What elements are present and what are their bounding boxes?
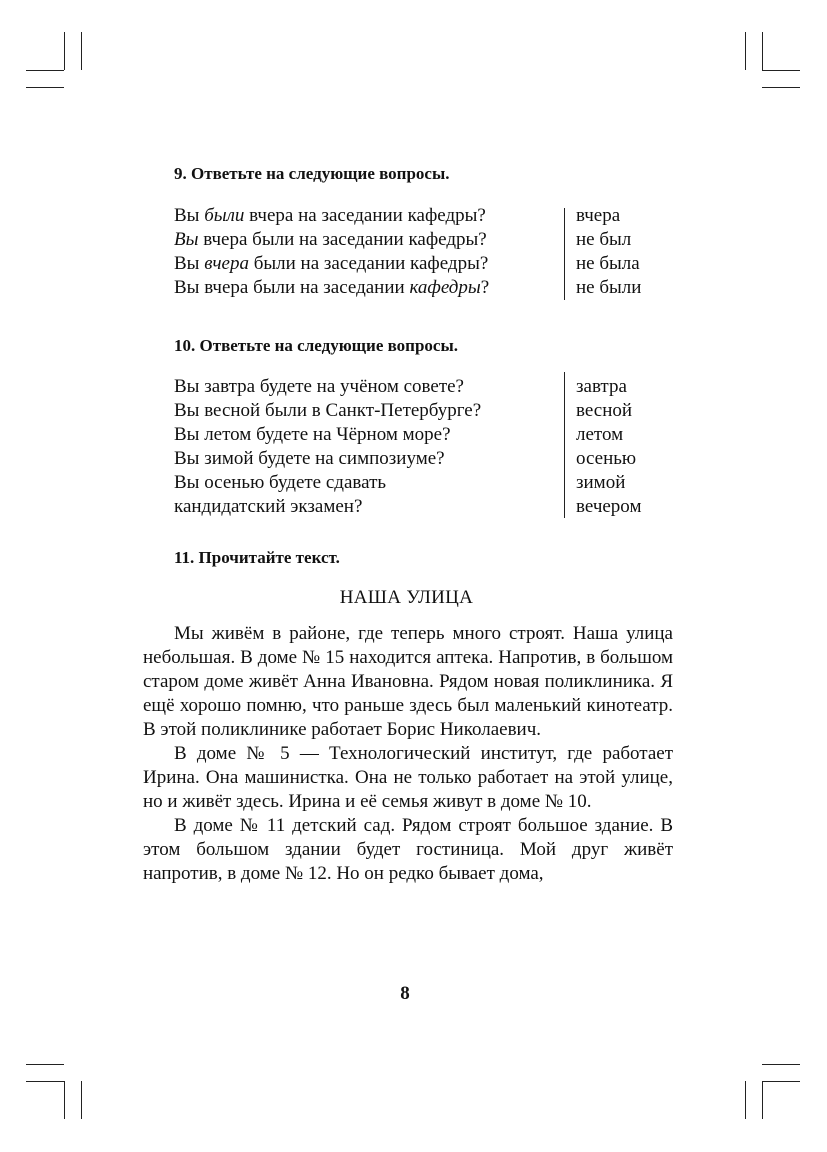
answer-word: вечером (576, 496, 642, 517)
answer-divider (564, 372, 565, 518)
answer-word: весной (576, 400, 633, 421)
crop-mark (26, 1081, 64, 1082)
crop-mark (745, 32, 746, 70)
answer-word: зимой (576, 472, 626, 493)
exercise-9-answers (576, 204, 641, 300)
answer-word: не был (576, 229, 632, 250)
question-line: Вы завтра будете на учёном совете? (174, 376, 464, 397)
crop-mark (81, 32, 82, 70)
exercise-10-title: 10. Ответьте на следующие вопросы. (174, 336, 459, 355)
answer-word: не были (576, 277, 642, 298)
exercise-9-title: 9. Ответьте на следующие вопросы. (174, 164, 450, 183)
crop-mark (762, 1064, 800, 1065)
answer-word: не была (576, 253, 640, 274)
crop-mark (64, 32, 65, 70)
crop-mark (26, 70, 64, 71)
exercise-10-questions (174, 375, 481, 519)
paragraph: В доме № 11 детский сад. Рядом строят большое здание. В этом большом здании будет гостиница. Мой друг живёт напротив, в доме № 12. Но он редко бывает дома, (143, 815, 673, 884)
crop-mark (762, 87, 800, 88)
answer-word: завтра (576, 376, 627, 397)
crop-mark (762, 32, 763, 70)
paragraph: В доме № 5 — Технологический институт, где работает Ирина. Она машинистка. Она не только работает на этой улице, но и живёт здесь. Ирина и её семья живут в доме № 10. (143, 743, 673, 812)
exercise-10-answers (576, 375, 641, 519)
crop-mark (762, 1081, 800, 1082)
question-line: Вы вчера были на заседании кафедры? (174, 229, 487, 250)
question-line: Вы были вчера на заседании кафедры? (174, 205, 486, 226)
question-line: Вы вчера были на заседании кафедры? (174, 253, 489, 274)
exercise-11-title: 11. Прочитайте текст. (174, 548, 340, 567)
crop-mark (26, 87, 64, 88)
answer-word: летом (576, 424, 624, 445)
crop-mark (762, 1081, 763, 1119)
answer-divider (564, 208, 565, 300)
answer-word: осенью (576, 448, 637, 469)
text-heading: НАША УЛИЦА (339, 587, 474, 608)
answer-word: вчера (576, 205, 621, 226)
crop-mark (81, 1081, 82, 1119)
crop-mark (26, 1064, 64, 1065)
question-line: Вы летом будете на Чёрном море? (174, 424, 451, 445)
question-line: Вы вчера были на заседании кафедры? (174, 277, 490, 298)
crop-mark (64, 1081, 65, 1119)
question-line: Вы зимой будете на симпозиуме? (174, 448, 445, 469)
reading-text (143, 622, 673, 886)
page-number: 8 (400, 983, 410, 1004)
paragraph: Мы живём в районе, где теперь много строят. Наша улица небольшая. В доме № 15 находится аптека. Напротив, в большом старом доме живёт Анна Ивановна. Рядом новая поликлиника. Я ещё хорошо помню, что раньше здесь был маленький кинотеатр. В этой поликлинике работает Борис Николаевич. (143, 623, 673, 740)
question-line: кандидатский экзамен? (174, 496, 363, 517)
question-line: Вы осенью будете сдавать (174, 472, 387, 493)
crop-mark (762, 70, 800, 71)
crop-mark (745, 1081, 746, 1119)
question-line: Вы весной были в Санкт-Петербурге? (174, 400, 482, 421)
exercise-9-questions (174, 204, 489, 300)
